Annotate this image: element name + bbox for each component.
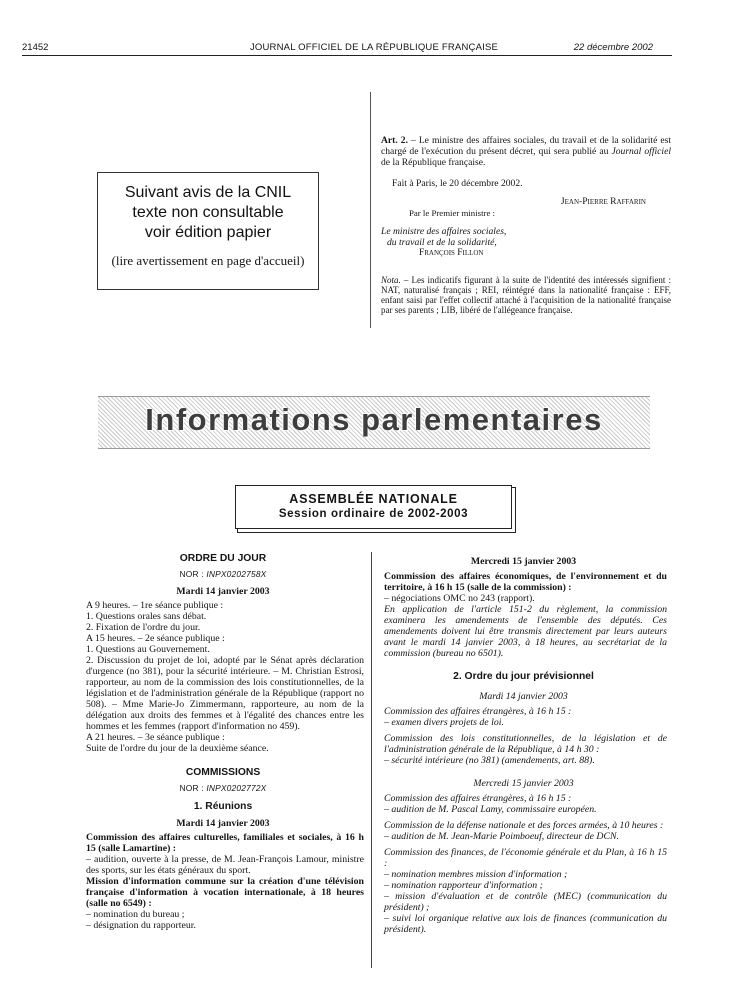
column-divider-bottom	[371, 552, 372, 968]
mission-item: – désignation du rapporteur.	[86, 920, 196, 931]
commission-entry: Commission des affaires étrangères, à 16 h 15 :	[384, 793, 572, 804]
nota-text: – Les indicatifs figurant à la suite de l'identité des intéressés signifient : NAT, naturalisé français ; REI, réintégré dans la nationalité française : EFF, enfant saisi par l'effet collectif attaché à l'acquisition de la nationalité française par ses parents ; LIB, libéré de l'allégeance française.	[381, 275, 671, 315]
ordre-du-jour-nor	[82, 569, 364, 580]
mission-entry: Mission d'information commune sur la création d'une télévision française d'information à vocation internationale, à 18 heures (salle no 6549) :	[86, 876, 364, 909]
assembly-title: ASSEMBLÉE NATIONALE	[289, 492, 458, 506]
agenda-line: A 15 heures. – 2e séance publique :	[86, 633, 225, 644]
commission-entry: Commission des affaires culturelles, familiales et sociales, à 16 h 15 (salle Lamartine) :	[86, 832, 364, 854]
header-rule	[22, 55, 672, 56]
cnil-line-2: texte non consultable	[132, 204, 284, 221]
date-heading: Mercredi 15 janvier 2003	[473, 778, 574, 789]
commission-item: – sécurité intérieure (no 381) (amendements, art. 88).	[384, 755, 595, 766]
commission-item: – nomination membres mission d'information ;	[384, 869, 568, 880]
commission-item: – audition de M. Jean-Marie Poimboeuf, directeur de DCN.	[384, 831, 619, 842]
commission-item: – examen divers projets de loi.	[384, 717, 504, 728]
par-premier-ministre: Par le Premier ministre :	[409, 208, 495, 218]
commission-item: – négociations OMC no 243 (rapport).	[384, 593, 535, 604]
agenda-line: 1. Questions orales sans débat.	[86, 611, 207, 622]
nor-label: NOR :	[179, 569, 207, 579]
issue-date: 22 décembre 2002	[573, 42, 653, 53]
section-banner-title: Informations parlementaires	[145, 402, 603, 437]
left-column	[82, 553, 364, 931]
journal-title: JOURNAL OFFICIEL DE LA RÉPUBLIQUE FRANÇAISE	[249, 42, 499, 53]
mission-item: – nomination du bureau ;	[86, 909, 185, 920]
page-number: 21452	[22, 42, 49, 53]
minister-name: François Fillon	[419, 248, 484, 258]
commission-entry: Commission des affaires économiques, de l'environnement et du territoire, à 16 h 15 (salle de la commission) :	[384, 571, 667, 593]
nota-note	[381, 275, 671, 315]
date-heading: Mercredi 15 janvier 2003	[470, 556, 577, 567]
article-2	[381, 135, 671, 168]
commission-entry: Commission des finances, de l'économie générale et du Plan, à 16 h 15 :	[384, 847, 667, 869]
commission-entry: Commission des lois constitutionnelles, de la législation et de l'administration générale de la République, à 14 h 30 :	[384, 733, 667, 755]
date-heading: Mardi 14 janvier 2003	[176, 586, 270, 597]
commission-entry: Commission de la défense nationale et des forces armées, à 10 heures :	[384, 820, 664, 831]
commission-note: En application de l'article 151-2 du règlement, la commission examinera les amendements de l'ensemble des députés. Ces amendements doivent lui être transmis directement par leurs auteurs avant le mardi 14 janvier 2003, à 18 heures, au secrétariat de la commission (bureau no 6501).	[384, 604, 667, 659]
commissions-nor	[82, 783, 364, 794]
agenda-line: Suite de l'ordre du jour de la deuxième séance.	[86, 743, 269, 754]
cnil-notice-box	[97, 172, 319, 290]
commission-item: – audition de M. Pascal Lamy, commissaire européen.	[384, 804, 597, 815]
assembly-box	[235, 485, 512, 529]
article-2-label: Art. 2.	[381, 135, 408, 146]
commission-entry: Commission des affaires étrangères, à 16 h 15 :	[384, 706, 572, 717]
reunions-heading: 1. Réunions	[193, 801, 253, 812]
assembly-session: Session ordinaire de 2002-2003	[278, 508, 469, 520]
right-column	[380, 556, 667, 935]
article-2-text-a: – Le ministre des affaires sociales, du travail et de la solidarité est chargé de l'exécution du présent décret, qui sera publié au	[381, 135, 672, 157]
agenda-line: A 9 heures. – 1re séance publique :	[86, 600, 224, 611]
nor-label: NOR :	[179, 783, 207, 793]
agenda-line: 2. Fixation de l'ordre du jour.	[86, 622, 201, 633]
commission-item: – audition, ouverte à la presse, de M. Jean-François Lamour, ministre des sports, sur les états généraux du sport.	[86, 854, 364, 876]
cnil-line-1: Suivant avis de la CNIL	[124, 184, 292, 201]
ordre-previsionnel-heading: 2. Ordre du jour prévisionnel	[453, 671, 594, 682]
agenda-line: A 21 heures. – 3e séance publique :	[86, 732, 225, 743]
nota-label: Nota.	[381, 275, 401, 285]
nor-code: INPX0202772X	[206, 783, 267, 793]
cnil-note: (lire avertissement en page d'accueil)	[111, 253, 305, 268]
commission-item: – nomination rapporteur d'information ;	[384, 880, 543, 891]
commissions-heading: COMMISSIONS	[185, 767, 261, 778]
article-2-text-b: de la République française.	[381, 157, 486, 168]
date-heading: Mardi 14 janvier 2003	[176, 818, 270, 829]
agenda-line: 1. Questions au Gouvernement.	[86, 644, 210, 655]
agenda-paragraph: 2. Discussion du projet de loi, adopté par le Sénat après déclaration d'urgence (no 381), pour la sécurité intérieure. – M. Christian Estrosi, rapporteur, au nom de la commission des lois constitutionnelles, de la législation et de l'administration générale de la République (rapport no 508). – Mme Marie-Jo Zimmermann, rapporteure, au nom de la délégation aux droits des femmes et à l'égalité des chances entre les hommes et les femmes (rapport d'information no 459).	[86, 655, 364, 732]
date-heading: Mardi 14 janvier 2003	[479, 691, 568, 702]
fait-a-paris: Fait à Paris, le 20 décembre 2002.	[392, 178, 523, 189]
article-2-journal: Journal officiel	[611, 146, 672, 157]
commission-item: – mission d'évaluation et de contrôle (MEC) (communication du président) ;	[384, 891, 667, 913]
signer-name: Jean-Pierre Raffarin	[560, 196, 646, 207]
commission-item: – suivi loi organique relative aux lois de finances (communication du président).	[384, 913, 667, 935]
ordre-du-jour-heading: ORDRE DU JOUR	[179, 553, 267, 564]
minister-title-2: du travail et de la solidarité,	[387, 237, 497, 248]
column-divider-top	[370, 92, 371, 328]
cnil-line-3: voir édition papier	[144, 224, 272, 241]
nor-code: INPX0202758X	[206, 569, 267, 579]
minister-title-1: Le ministre des affaires sociales,	[381, 226, 507, 237]
